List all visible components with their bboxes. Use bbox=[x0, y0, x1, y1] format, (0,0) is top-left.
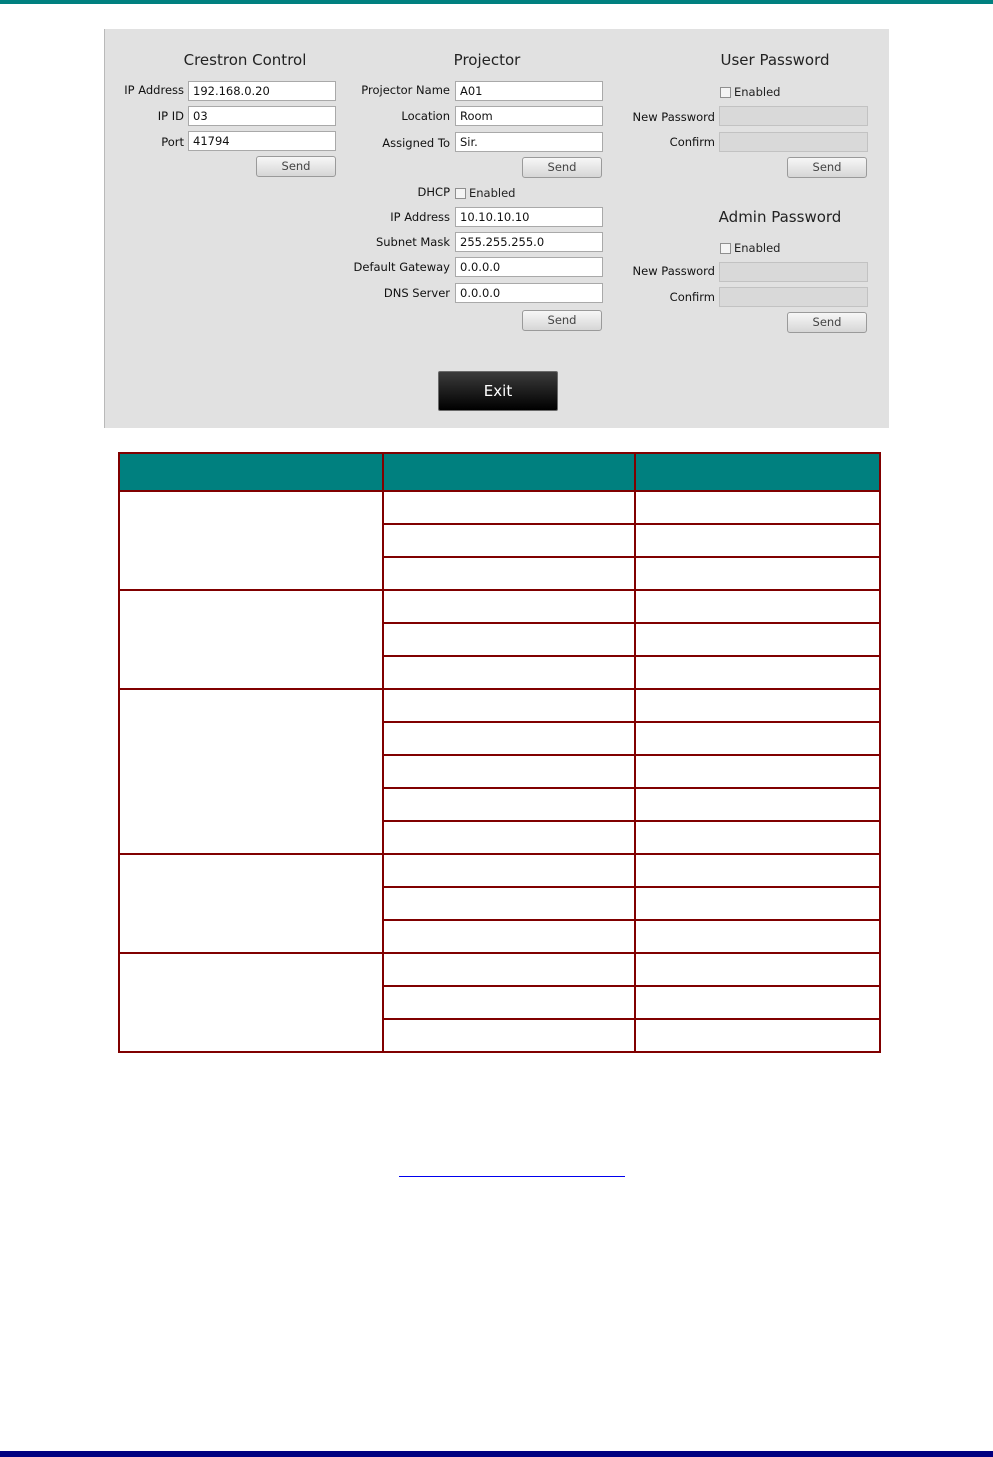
table-cell bbox=[383, 821, 634, 854]
table-cell bbox=[383, 656, 634, 689]
table-cell bbox=[635, 854, 880, 887]
ip-address-label: IP Address bbox=[390, 210, 450, 224]
dns-server-input[interactable]: 0.0.0.0 bbox=[455, 283, 603, 303]
crestron-send-button[interactable]: Send bbox=[256, 156, 336, 177]
crestron-ip-id-label: IP ID bbox=[157, 109, 184, 123]
table-header-row bbox=[119, 453, 880, 491]
admin-password-send-button[interactable]: Send bbox=[787, 312, 867, 333]
table-cell bbox=[383, 920, 634, 953]
admin-confirm-label: Confirm bbox=[669, 290, 715, 304]
network-send-button[interactable]: Send bbox=[522, 310, 602, 331]
subnet-mask-input[interactable]: 255.255.255.0 bbox=[455, 232, 603, 252]
table-cell bbox=[383, 854, 634, 887]
dhcp-checkbox[interactable] bbox=[455, 186, 515, 200]
table-cell bbox=[383, 788, 634, 821]
admin-password-checkbox-box[interactable] bbox=[720, 243, 731, 254]
admin-new-password-label: New Password bbox=[632, 264, 715, 278]
assigned-to-input[interactable]: Sir. bbox=[455, 132, 603, 152]
user-password-enabled-checkbox[interactable] bbox=[720, 85, 780, 99]
location-label: Location bbox=[401, 109, 450, 123]
default-gateway-label: Default Gateway bbox=[353, 260, 450, 274]
projector-send-button[interactable]: Send bbox=[522, 157, 602, 178]
table-cell bbox=[635, 656, 880, 689]
crestron-ip-id-input[interactable]: 03 bbox=[188, 106, 336, 126]
table-cell bbox=[635, 689, 880, 722]
table-cell bbox=[383, 953, 634, 986]
table-row bbox=[119, 590, 880, 623]
admin-password-title: Admin Password bbox=[718, 208, 842, 226]
table-cell bbox=[635, 821, 880, 854]
exit-button[interactable]: Exit bbox=[438, 371, 558, 411]
bottom-rule bbox=[0, 1451, 993, 1457]
default-gateway-input[interactable]: 0.0.0.0 bbox=[455, 257, 603, 277]
table-cell bbox=[635, 557, 880, 590]
settings-panel bbox=[104, 29, 889, 428]
dns-server-label: DNS Server bbox=[383, 286, 450, 300]
user-new-password-label: New Password bbox=[632, 110, 715, 124]
user-password-enabled-label: Enabled bbox=[734, 85, 781, 99]
dhcp-label: DHCP bbox=[417, 185, 450, 199]
table-cell bbox=[383, 986, 634, 1019]
admin-password-enabled-label: Enabled bbox=[734, 241, 781, 255]
table-cell bbox=[383, 623, 634, 656]
table-row bbox=[119, 854, 880, 887]
table-cell bbox=[383, 524, 634, 557]
table-group-cell bbox=[119, 491, 383, 590]
table-cell bbox=[383, 689, 634, 722]
dhcp-checkbox-box[interactable] bbox=[455, 188, 466, 199]
location-input[interactable]: Room bbox=[455, 106, 603, 126]
admin-password-enabled-checkbox[interactable] bbox=[720, 241, 780, 255]
table-cell bbox=[635, 524, 880, 557]
table-cell bbox=[635, 491, 880, 524]
user-new-password-input[interactable] bbox=[719, 106, 868, 126]
table-cell bbox=[383, 557, 634, 590]
table-header-cell bbox=[635, 453, 880, 491]
settings-table bbox=[118, 452, 881, 1053]
subnet-mask-label: Subnet Mask bbox=[375, 235, 450, 249]
table-row bbox=[119, 953, 880, 986]
table-cell bbox=[383, 1019, 634, 1052]
crestron-title: Crestron Control bbox=[183, 51, 307, 69]
table-cell bbox=[383, 590, 634, 623]
table-row bbox=[119, 491, 880, 524]
table-cell bbox=[635, 887, 880, 920]
table-cell bbox=[635, 986, 880, 1019]
crestron-port-label: Port bbox=[161, 135, 184, 149]
admin-new-password-input[interactable] bbox=[719, 262, 868, 282]
admin-confirm-input[interactable] bbox=[719, 287, 868, 307]
table-row bbox=[119, 689, 880, 722]
crestron-port-input[interactable]: 41794 bbox=[188, 131, 336, 151]
projector-name-input[interactable]: A01 bbox=[455, 81, 603, 101]
table-cell bbox=[635, 590, 880, 623]
user-password-send-button[interactable]: Send bbox=[787, 157, 867, 178]
table-group-cell bbox=[119, 854, 383, 953]
projector-title: Projector bbox=[453, 51, 521, 69]
table-cell bbox=[635, 755, 880, 788]
table-header-cell bbox=[119, 453, 383, 491]
user-confirm-label: Confirm bbox=[669, 135, 715, 149]
table-cell bbox=[635, 953, 880, 986]
table-cell bbox=[635, 1019, 880, 1052]
top-rule bbox=[0, 0, 993, 4]
crestron-ip-label: IP Address bbox=[124, 83, 184, 97]
table-cell bbox=[383, 722, 634, 755]
table-cell bbox=[635, 788, 880, 821]
crestron-ip-input[interactable]: 192.168.0.20 bbox=[188, 81, 336, 101]
ip-address-input[interactable]: 10.10.10.10 bbox=[455, 207, 603, 227]
table-group-cell bbox=[119, 590, 383, 689]
table-cell bbox=[383, 491, 634, 524]
table-group-cell bbox=[119, 689, 383, 854]
table-cell bbox=[635, 920, 880, 953]
table-cell bbox=[635, 623, 880, 656]
user-confirm-input[interactable] bbox=[719, 132, 868, 152]
dhcp-checkbox-label: Enabled bbox=[469, 186, 516, 200]
projector-name-label: Projector Name bbox=[361, 83, 450, 97]
table-group-cell bbox=[119, 953, 383, 1052]
table-cell bbox=[635, 722, 880, 755]
table-header-cell bbox=[383, 453, 634, 491]
table-cell bbox=[383, 755, 634, 788]
table-cell bbox=[383, 887, 634, 920]
user-password-checkbox-box[interactable] bbox=[720, 87, 731, 98]
hyperlink-underline[interactable] bbox=[399, 1176, 625, 1177]
assigned-to-label: Assigned To bbox=[382, 136, 450, 150]
user-password-title: User Password bbox=[720, 51, 830, 69]
